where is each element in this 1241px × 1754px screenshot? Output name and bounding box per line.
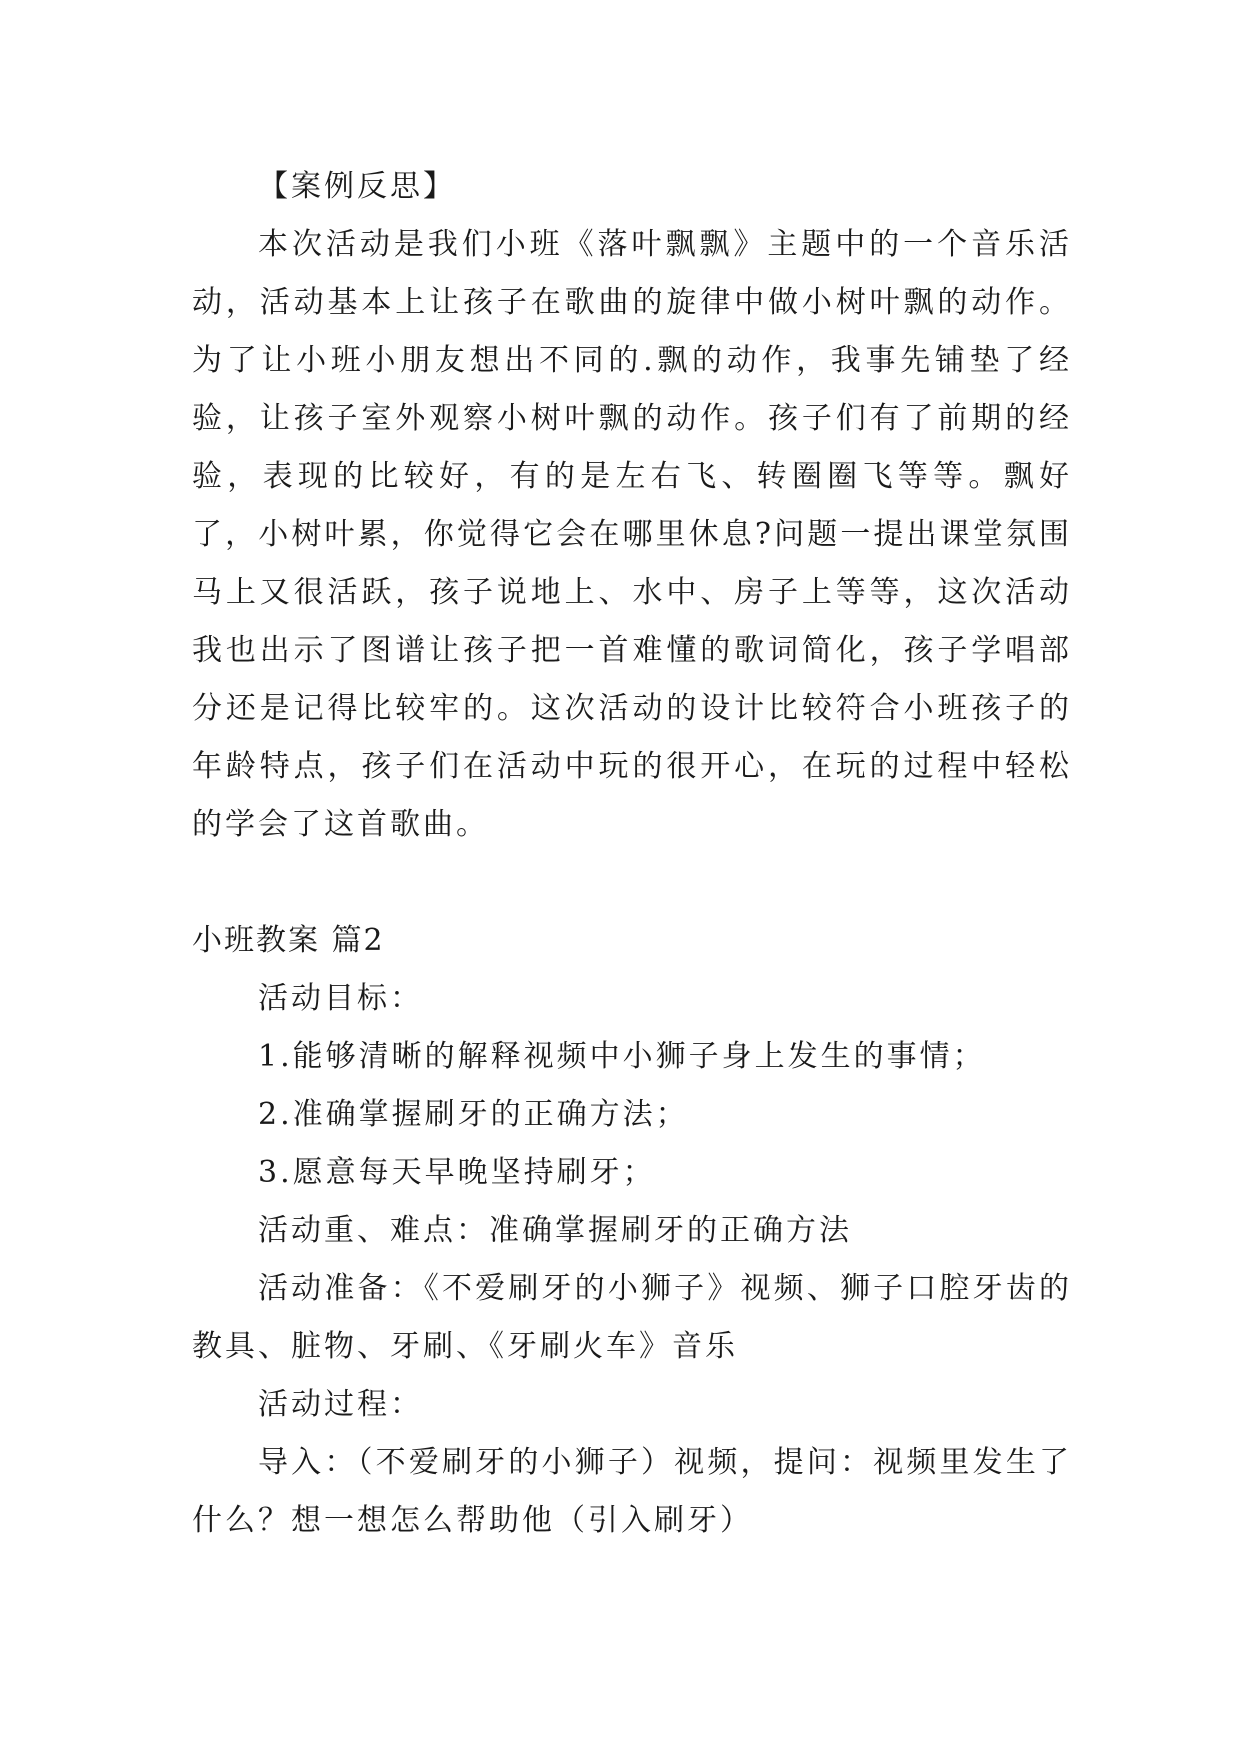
intro-paragraph: 导入：（不爱刷牙的小狮子）视频，提问：视频里发生了什么？想一想怎么帮助他（引入刷牙）	[192, 1445, 1072, 1538]
lesson-section	[192, 912, 1072, 1550]
preparation: 活动准备：《不爱刷牙的小狮子》视频、狮子口腔牙齿的教具、脏物、牙刷、《牙刷火车》音乐	[192, 1271, 1072, 1364]
goal-item: 2.准确掌握刷牙的正确方法；	[258, 1097, 689, 1132]
lesson-title: 小班教案 篇2	[192, 923, 385, 958]
reflection-paragraph: 本次活动是我们小班《落叶飘飘》主题中的一个音乐活动，活动基本上让孩子在歌曲的旋律中做小树叶飘的动作。为了让小班小朋友想出不同的.飘的动作，我事先铺垫了经验，让孩子室外观察小树叶飘的动作。孩子们有了前期的经验，表现的比较好，有的是左右飞、转圈圈飞等等。飘好了，小树叶累，你觉得它会在哪里休息?问题一提出课堂氛围马上又很活跃，孩子说地上、水中、房子上等等，这次活动我也出示了图谱让孩子把一首难懂的歌词简化，孩子学唱部分还是记得比较牢的。这次活动的设计比较符合小班孩子的年龄特点，孩子们在活动中玩的很开心，在玩的过程中轻松的学会了这首歌曲。	[192, 227, 1072, 842]
goal-item: 3.愿意每天早晚坚持刷牙；	[258, 1155, 656, 1190]
process-label: 活动过程：	[258, 1387, 423, 1422]
key-points: 活动重、难点：准确掌握刷牙的正确方法	[258, 1213, 852, 1248]
document-page	[192, 158, 1072, 1550]
goals-label: 活动目标：	[258, 981, 423, 1016]
reflection-heading: 【案例反思】	[258, 169, 456, 204]
goal-item: 1.能够清晰的解释视频中小狮子身上发生的事情；	[258, 1039, 986, 1074]
